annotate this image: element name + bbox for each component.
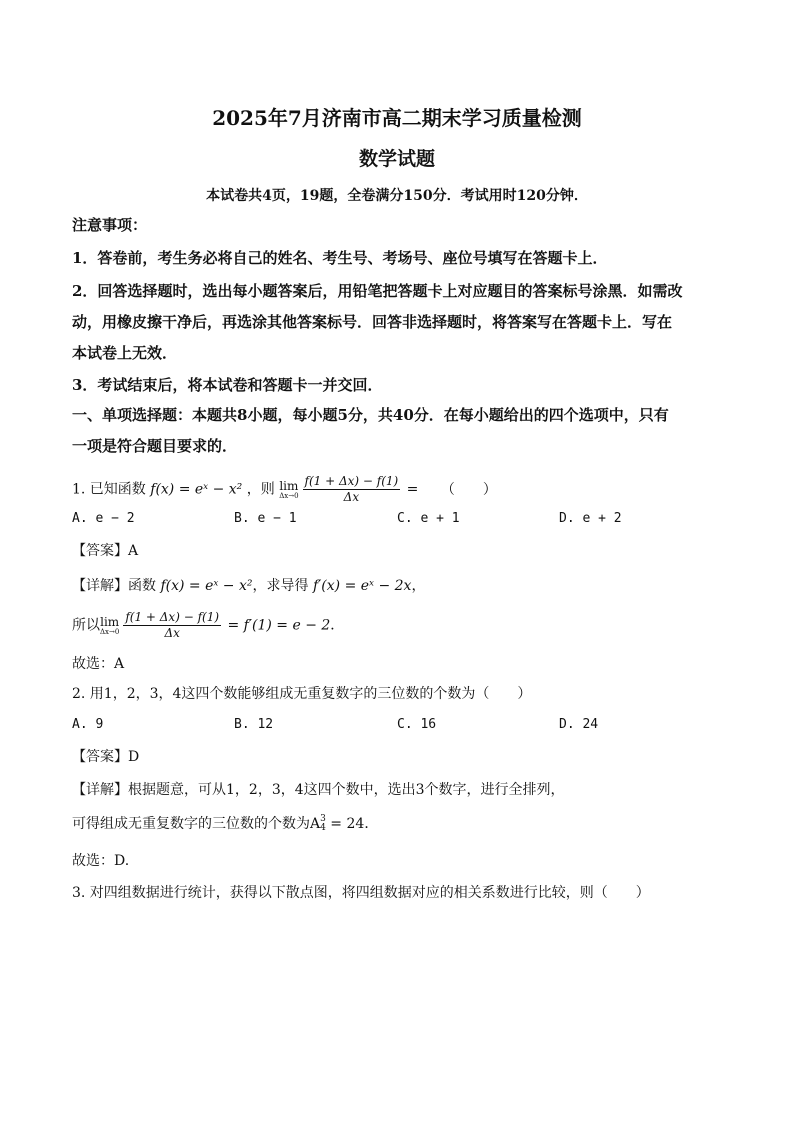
- note-item: 动，用橡皮擦干净后，再选涂其他答案标号．回答非选择题时，将答案写在答题卡上．写在: [72, 313, 673, 331]
- detail-label: 【详解】: [72, 578, 128, 594]
- lim-subscript: Δx→0: [100, 627, 120, 636]
- detail-function: f(x) = eˣ − x²: [160, 578, 253, 594]
- detail-text: 根据题意，可从1，2，3，4这四个数中，选出3个数字，进行全排列，: [128, 782, 565, 798]
- detail-mid: ，求导得: [252, 578, 309, 594]
- section-heading-cont: 一项是符合题目要求的．: [72, 437, 238, 455]
- option-d: D. 24: [559, 717, 599, 732]
- option-b: B. e − 1: [234, 511, 297, 526]
- so-result: = f′(1) = e − 2: [227, 617, 331, 634]
- q1-limit-2: [100, 616, 119, 636]
- permutation: [310, 816, 364, 832]
- q1-eq: =: [406, 481, 419, 498]
- question-1-stem: [72, 474, 722, 505]
- fraction-numerator: f(1 + Δx) − f(1): [304, 474, 399, 488]
- fraction-denominator: Δx: [343, 490, 360, 504]
- q2-detail-2: [72, 814, 722, 834]
- q2-detail: [72, 780, 722, 800]
- note-item: 3．考试结束后，将本试卷和答题卡一并交回．: [72, 376, 383, 394]
- fraction-denominator: Δx: [164, 626, 180, 640]
- perm-symbol: A: [310, 816, 321, 832]
- lim-word: lim: [279, 478, 299, 493]
- exam-title: 2025年7月济南市高二期末学习质量检测: [212, 106, 582, 130]
- option-c: C. 16: [397, 717, 437, 732]
- lim-subscript: Δx→0: [279, 491, 299, 500]
- q2-answer: 【答案】D: [72, 749, 140, 765]
- option-b: B. 12: [234, 717, 274, 732]
- note-item: 2．回答选择题时，选出每小题答案后，用铅笔把答题卡上对应题目的答案标号涂黑．如需改: [72, 282, 683, 300]
- detail-end: ，: [411, 578, 426, 594]
- question-2-stem: 2. 用1，2，3，4这四个数能够组成无重复数字的三位数的个数为（ ）: [72, 686, 532, 702]
- q1-mid: ，则: [246, 481, 275, 498]
- detail-derivative: f′(x) = eˣ − 2x: [312, 578, 412, 594]
- detail-line2: 可得组成无重复数字的三位数的个数为: [72, 816, 310, 832]
- perm-eq: = 24: [325, 816, 365, 832]
- q1-choose: 故选：A: [72, 656, 125, 672]
- exam-meta: 本试卷共4页，19题，全卷满分150分．考试用时120分钟．: [206, 188, 588, 204]
- option-c: C. e + 1: [397, 511, 460, 526]
- detail-text: 函数: [128, 578, 156, 594]
- so-end: ．: [330, 617, 345, 634]
- q2-choose: 故选：D.: [72, 853, 130, 869]
- perm-sup: 3: [320, 814, 326, 824]
- q1-answer: 【答案】A: [72, 543, 139, 559]
- note-item: 1．答卷前，考生务必将自己的姓名、考生号、考场号、座位号填写在答题卡上．: [72, 249, 608, 267]
- option-d: D. e + 2: [559, 511, 622, 526]
- section-heading: 一、单项选择题：本题共8小题，每小题5分，共40分．在每小题给出的四个选项中，只有: [72, 406, 669, 424]
- q1-fraction: [303, 474, 401, 505]
- lim-word: lim: [100, 614, 120, 629]
- so-label: 所以: [72, 617, 100, 634]
- q1-prefix: 1. 已知函数: [72, 481, 146, 498]
- perm-sub: 4: [320, 823, 326, 833]
- q1-conclusion: [72, 610, 722, 641]
- detail-label: 【详解】: [72, 782, 128, 798]
- option-a: A. e − 2: [72, 511, 135, 526]
- detail-line2-end: ．: [364, 816, 379, 832]
- exam-subtitle: 数学试题: [358, 148, 435, 170]
- question-3-stem: 3. 对四组数据进行统计，获得以下散点图，将四组数据对应的相关系数进行比较，则（ ）: [72, 885, 650, 901]
- option-a: A. 9: [72, 717, 104, 732]
- q1-fraction-2: [123, 610, 221, 641]
- q1-detail: [72, 576, 722, 596]
- fraction-numerator: f(1 + Δx) − f(1): [125, 610, 220, 624]
- note-item: 本试卷上无效．: [72, 344, 178, 362]
- q1-function: f(x) = eˣ − x²: [150, 481, 243, 498]
- notes-heading: 注意事项：: [72, 216, 148, 234]
- q1-limit: [279, 480, 298, 500]
- q1-blank: （ ）: [440, 481, 497, 498]
